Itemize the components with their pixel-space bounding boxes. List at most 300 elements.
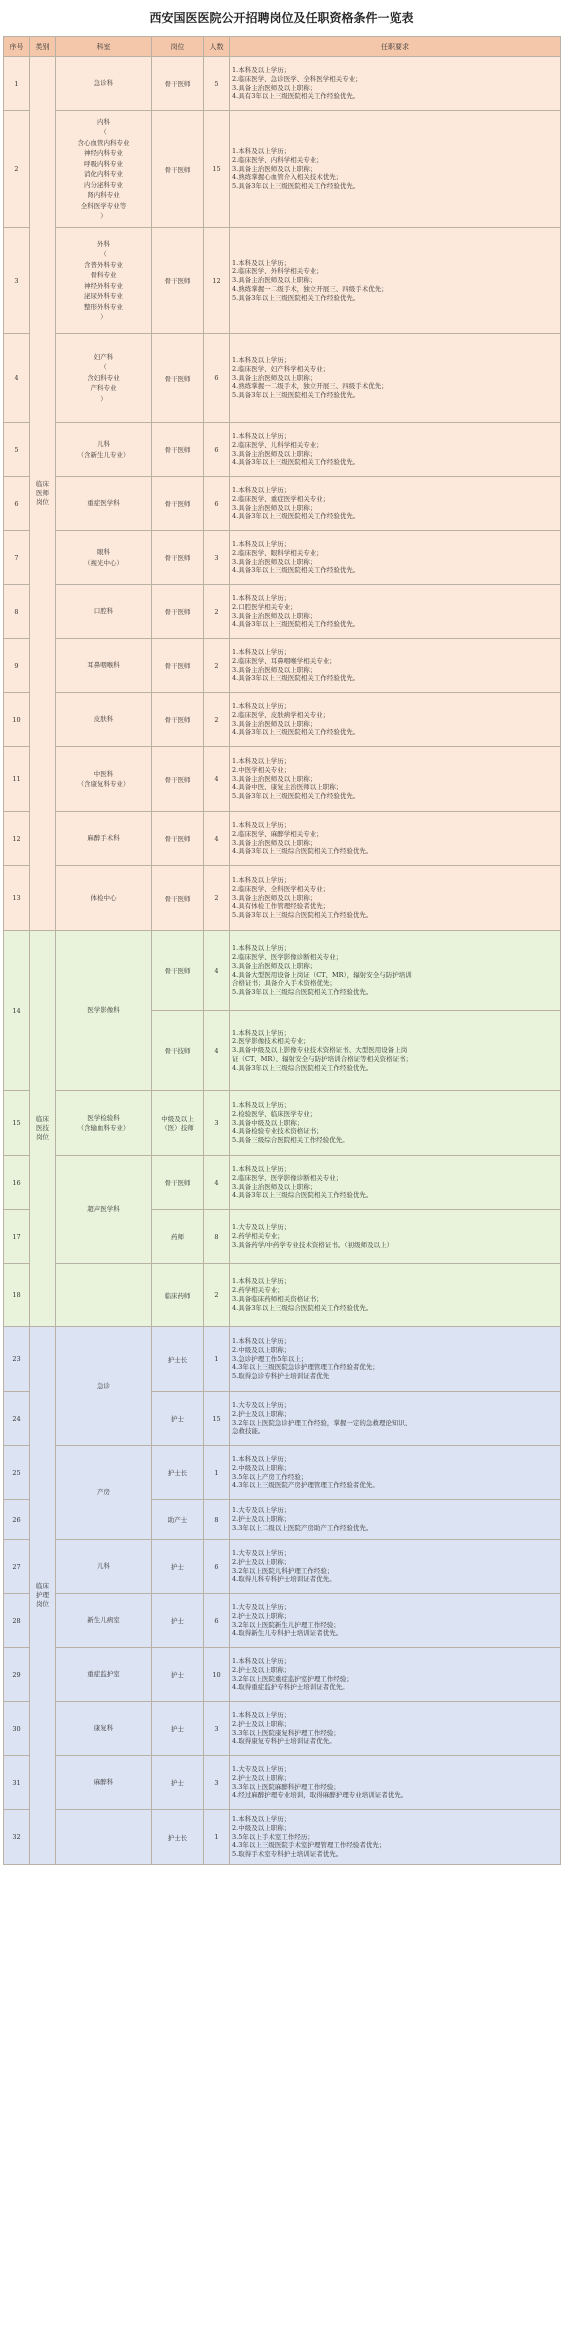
row-count: 6 <box>204 477 230 531</box>
department-line: 肾内科专业 <box>87 191 120 199</box>
row-seq: 25 <box>4 1446 30 1500</box>
row-position: 骨干医师 <box>152 1156 204 1210</box>
requirement-line: 5.具备3年以上三级医院相关工作经验优先。 <box>232 182 360 191</box>
row-seq: 17 <box>4 1210 30 1264</box>
row-position: 助产士 <box>152 1500 204 1540</box>
row-count: 1 <box>204 1327 230 1392</box>
row-count: 3 <box>204 1756 230 1810</box>
requirement-line: 4.3年以上三级医院产房护理管理工作经验者优先。 <box>232 1481 379 1490</box>
requirement-line: 4.具备大型医用设备上岗证（CT、MR），辐射安全与防护培训 <box>232 970 412 979</box>
row-seq: 1 <box>4 57 30 111</box>
department-line: （ <box>100 128 107 136</box>
row-requirements <box>230 1446 561 1500</box>
row-seq: 7 <box>4 531 30 585</box>
requirement-line: 1.本科及以上学历； <box>232 485 291 494</box>
department-line: 耳鼻咽喉科 <box>87 661 120 670</box>
requirement-line: 1.本科及以上学历； <box>232 147 291 155</box>
requirement-line: 4.具备检验专业技术资格证书； <box>232 1127 323 1136</box>
requirement-line: 合格证书；具备介入手术资格优先； <box>232 979 336 988</box>
requirement-line: 3.具备主治医师及以上职称； <box>232 838 317 847</box>
department-line: 体检中心 <box>90 893 117 902</box>
header-position: 岗位 <box>152 37 204 57</box>
requirement-line: 3.具备主治医师及以上职称； <box>232 449 317 458</box>
requirement-line: 3.2年以上医院新生儿护理工作经验； <box>232 1620 340 1629</box>
row-department <box>56 1264 152 1327</box>
requirement-line: 2.药学相关专业； <box>232 1286 284 1295</box>
row-count: 5 <box>204 57 230 111</box>
requirement-line: 5.具备3年以上三级综合医院相关工作经验优先。 <box>232 988 373 997</box>
row-seq: 13 <box>4 866 30 931</box>
department-line: 康复科 <box>93 1724 114 1733</box>
requirement-line: 3.2年以上医院儿科护理工作经验； <box>232 1566 334 1575</box>
requirement-line: 5.具备三级综合医院相关工作经验优先。 <box>232 1136 349 1145</box>
row-position: 护士 <box>152 1702 204 1756</box>
row-requirements <box>230 228 561 334</box>
row-position: 骨干医师 <box>152 812 204 866</box>
row-seq: 24 <box>4 1392 30 1446</box>
requirement-line: 3.3年以上二级以上医院产房助产工作经验优先。 <box>232 1523 373 1532</box>
requirement-line: 2.临床医学、麻醉学相关专业； <box>232 829 323 838</box>
row-seq: 2 <box>4 111 30 228</box>
row-position: 骨干医师 <box>152 585 204 639</box>
requirement-line: 2.临床医学、皮肤病学相关专业； <box>232 710 330 719</box>
row-department <box>56 931 152 1091</box>
department-line: 含心血管内科专业 <box>77 138 130 147</box>
requirement-line: 4.具备3年以上三级综合医院相关工作经验优先。 <box>232 1063 373 1072</box>
row-department <box>56 1446 152 1540</box>
requirement-line: 4.具备3年以上三级综合医院相关工作经验优先。 <box>232 1191 373 1200</box>
row-seq: 32 <box>4 1810 30 1865</box>
table-row <box>4 639 561 693</box>
requirement-line: 1.本科及以上学历； <box>232 1028 291 1037</box>
row-position: 骨干医师 <box>152 228 204 334</box>
requirement-line: 4.熟练掌握一二级手术，独立开展三、四级手术优先； <box>232 284 388 293</box>
requirement-line: 1.大专及以上学历； <box>232 1506 291 1515</box>
requirement-line: 3.具备主治医师及以上职称； <box>232 276 317 285</box>
department-line: 重症监护室 <box>87 1670 120 1679</box>
department-line: 急诊 <box>97 1381 110 1390</box>
row-seq: 27 <box>4 1540 30 1594</box>
requirement-line: 4.取得重症监护专科护士培训证者优先。 <box>232 1683 349 1692</box>
row-count: 3 <box>204 531 230 585</box>
row-category <box>30 1327 56 1865</box>
requirement-line: 1.大专及以上学历； <box>232 1400 291 1409</box>
row-position: 骨干医师 <box>152 931 204 1011</box>
requirement-line: 3.5年以上产房工作经验； <box>232 1472 308 1481</box>
requirement-line: 证（CT、MR）、辐射安全与防护培训合格证等相关资格证书； <box>232 1054 413 1063</box>
row-department <box>56 1756 152 1810</box>
requirement-line: 1.本科及以上学历； <box>232 1337 291 1345</box>
row-requirements <box>230 1756 561 1810</box>
requirement-line: 2.临床医学、外科学相关专业； <box>232 267 323 276</box>
requirement-line: 5.具备3年以上三级医院相关工作经验优先。 <box>232 391 360 400</box>
row-position: 护士长 <box>152 1810 204 1865</box>
row-position: 护士 <box>152 1540 204 1594</box>
row-department <box>56 57 152 111</box>
row-position: 骨干医师 <box>152 531 204 585</box>
requirement-line: 3.3年以上医院麻醉科护理工作经验； <box>232 1782 340 1791</box>
row-seq: 10 <box>4 693 30 747</box>
header-seq: 序号 <box>4 37 30 57</box>
row-seq: 3 <box>4 228 30 334</box>
requirement-line: 3.具备主治医师及以上职称； <box>232 83 317 92</box>
requirement-line: 2.临床医学、儿科学相关专业； <box>232 440 323 449</box>
requirement-line: 2.临床医学、医学影像诊断相关专业； <box>232 1173 343 1182</box>
requirement-line: 2.中级及以上职称； <box>232 1463 291 1472</box>
requirement-line: 2.护士及以上职称； <box>232 1719 291 1728</box>
row-category <box>30 931 56 1327</box>
requirement-line: 4.具备3年以上三级医院相关工作经验优先。 <box>232 458 360 467</box>
header-count: 人数 <box>204 37 230 57</box>
department-line: （ <box>100 250 107 258</box>
row-requirements <box>230 1810 561 1865</box>
requirement-line: 2.口腔医学相关专业； <box>232 602 297 611</box>
requirement-line: 3.具备主治医师及以上职称； <box>232 961 317 970</box>
requirement-line: 5.具备3年以上三级医院相关工作经验优先。 <box>232 792 360 801</box>
row-position: 骨干医师 <box>152 334 204 423</box>
requirement-line: 5.取得手术室专科护士培训证者优先。 <box>232 1850 343 1859</box>
row-count: 8 <box>204 1210 230 1264</box>
department-line: 整形外科专业 <box>84 302 123 311</box>
department-line: 全科医学专业等 <box>80 201 127 210</box>
requirement-line: 5.具备3年以上三级综合医院相关工作经验优先。 <box>232 911 373 920</box>
row-count: 4 <box>204 812 230 866</box>
row-count: 2 <box>204 639 230 693</box>
table-row <box>4 1327 561 1392</box>
requirement-line: 2.医学影像技术相关专业； <box>232 1037 310 1046</box>
row-count: 15 <box>204 111 230 228</box>
table-row <box>4 1810 561 1865</box>
requirement-line: 3.2年以上医院急诊护理工作经验，掌握一定的急救理论知识、 <box>232 1418 412 1427</box>
requirement-line: 1.本科及以上学历； <box>232 539 291 548</box>
requirement-line: 3.5年以上手术室工作经历； <box>232 1832 314 1841</box>
requirement-line: 1.本科及以上学历； <box>232 65 291 74</box>
department-line: 急诊科 <box>93 79 114 88</box>
row-requirements <box>230 1392 561 1446</box>
table-body <box>4 57 561 1865</box>
requirement-line: 2.临床医学、急诊医学、全科医学相关专业； <box>232 74 362 83</box>
department-line: 神经外科专业 <box>84 281 123 290</box>
row-department <box>56 1091 152 1156</box>
table-row <box>4 531 561 585</box>
row-requirements <box>230 639 561 693</box>
category-line: 岗位 <box>36 1133 49 1141</box>
row-count: 4 <box>204 747 230 812</box>
table-row <box>4 866 561 931</box>
requirement-line: 1.本科及以上学历； <box>232 757 291 765</box>
row-department <box>56 1702 152 1756</box>
row-position: 护士 <box>152 1594 204 1648</box>
requirement-line: 3.具备中级及以上影像专业技术资格证书、大型医用设备上岗 <box>232 1046 408 1055</box>
requirement-line: 4.具有3年以上三级医院相关工作经验优先。 <box>232 92 360 101</box>
department-line: （含康复科专业） <box>77 780 130 788</box>
row-count: 12 <box>204 228 230 334</box>
row-requirements <box>230 747 561 812</box>
department-line: 医学影像科 <box>87 1006 120 1015</box>
row-department <box>56 812 152 866</box>
department-line: （含输血科专业） <box>77 1124 130 1132</box>
table-row <box>4 585 561 639</box>
row-count: 1 <box>204 1810 230 1865</box>
requirement-line: 4.具备3年以上三级医院相关工作经验优先。 <box>232 566 360 575</box>
row-requirements <box>230 1594 561 1648</box>
row-department <box>56 747 152 812</box>
category-line: 医师 <box>36 489 49 497</box>
requirement-line: 2.临床医学、妇产科学相关专业； <box>232 364 330 373</box>
department-line: 眼科 <box>97 548 110 556</box>
category-line: 岗位 <box>36 1600 49 1608</box>
requirement-line: 2.检验医学、临床医学专业； <box>232 1109 317 1118</box>
row-requirements <box>230 812 561 866</box>
requirement-line: 1.本科及以上学历； <box>232 1710 291 1719</box>
requirement-line: 4.取得新生儿专科护士培训证者优先。 <box>232 1629 343 1638</box>
row-department <box>56 1156 152 1264</box>
requirement-line: 3.具备主治医师及以上职称； <box>232 164 317 173</box>
row-requirements <box>230 531 561 585</box>
table-row <box>4 334 561 423</box>
row-department <box>56 1327 152 1446</box>
requirement-line: 1.本科及以上学历； <box>232 944 291 953</box>
row-requirements <box>230 1540 561 1594</box>
requirement-line: 1.本科及以上学历； <box>232 876 291 884</box>
category-line: 临床 <box>36 1582 49 1590</box>
row-count: 8 <box>204 1500 230 1540</box>
row-position: 骨干医师 <box>152 639 204 693</box>
requirement-line: 1.本科及以上学历； <box>232 647 291 656</box>
department-line: 麻醉科 <box>93 1778 114 1787</box>
row-seq: 14 <box>4 931 30 1091</box>
department-line: 口腔科 <box>93 607 114 616</box>
table-row <box>4 1156 561 1210</box>
requirement-line: 1.本科及以上学历； <box>232 593 291 602</box>
row-seq: 30 <box>4 1702 30 1756</box>
row-department <box>56 1540 152 1594</box>
department-line: 外科 <box>97 239 110 248</box>
department-line: （ <box>100 363 107 372</box>
row-count: 1 <box>204 1446 230 1500</box>
department-line: 儿科 <box>97 440 110 448</box>
row-category <box>30 57 56 931</box>
row-department <box>56 1648 152 1702</box>
row-position: 中级及以上（医）技师 <box>152 1091 204 1156</box>
row-requirements <box>230 1264 561 1327</box>
row-position: 骨干医师 <box>152 57 204 111</box>
table-row <box>4 111 561 228</box>
row-seq: 12 <box>4 812 30 866</box>
table-row <box>4 477 561 531</box>
header-requirements: 任职要求 <box>230 37 561 57</box>
department-line: 中医科 <box>93 769 114 778</box>
requirement-line: 2.临床医学、内科学相关专业； <box>232 155 323 164</box>
requirement-line: 5.具备3年以上三级医院相关工作经验优先。 <box>232 293 360 302</box>
row-department <box>56 1594 152 1648</box>
table-row <box>4 1594 561 1648</box>
requirement-line: 4.经过麻醉护理专业培训，取得麻醉护理专业培训证者优先。 <box>232 1791 408 1800</box>
table-row <box>4 1702 561 1756</box>
requirement-line: 1.本科及以上学历； <box>232 1656 291 1665</box>
requirement-line: 1.本科及以上学历； <box>232 356 291 364</box>
requirement-line: 2.临床医学、全科医学相关专业； <box>232 884 330 893</box>
requirement-line: 3.具备主治医师及以上职称； <box>232 611 317 620</box>
category-line: 岗位 <box>36 498 49 506</box>
requirement-line: 4.具备3年以上三级综合医院相关工作经验优先。 <box>232 1303 373 1312</box>
row-requirements <box>230 423 561 477</box>
requirement-line: 1.本科及以上学历； <box>232 1164 291 1173</box>
requirement-line: 3.3年以上医院康复科护理工作经验； <box>232 1728 340 1737</box>
requirement-line: 2.中级及以上职称； <box>232 1345 291 1354</box>
row-department <box>56 1810 152 1865</box>
table-row <box>4 693 561 747</box>
row-count: 4 <box>204 931 230 1011</box>
department-line: 神经内科专业 <box>84 149 123 157</box>
row-count: 4 <box>204 1011 230 1091</box>
requirement-line: 3.具备主治医师及以上职称； <box>232 1182 317 1191</box>
department-line: 重症医学科 <box>87 499 120 508</box>
table-row <box>4 812 561 866</box>
requirement-line: 4.具备中医、康复主治医师以上职称； <box>232 783 343 792</box>
row-count: 6 <box>204 423 230 477</box>
row-requirements <box>230 931 561 1011</box>
requirement-line: 3.具备主治医师及以上职称； <box>232 893 317 902</box>
row-requirements <box>230 866 561 931</box>
department-line: 儿科 <box>97 1562 110 1571</box>
table-row <box>4 1264 561 1327</box>
row-seq: 11 <box>4 747 30 812</box>
department-line: 含普外科专业 <box>84 260 123 269</box>
row-seq: 5 <box>4 423 30 477</box>
header-category: 类别 <box>30 37 56 57</box>
row-requirements <box>230 1327 561 1392</box>
requirement-line: 3.具备临床药师相关资格证书； <box>232 1295 323 1303</box>
row-department <box>56 477 152 531</box>
requirement-line: 3.具备主治医师及以上职称； <box>232 719 317 728</box>
department-line: 呼吸内科专业 <box>84 159 123 168</box>
row-requirements <box>230 585 561 639</box>
row-position: 药师 <box>152 1210 204 1264</box>
department-line: 内分泌科专业 <box>84 180 123 189</box>
row-department <box>56 693 152 747</box>
table-row <box>4 423 561 477</box>
table-row <box>4 747 561 812</box>
table-row <box>4 1091 561 1156</box>
row-seq: 8 <box>4 585 30 639</box>
row-position: 骨干医师 <box>152 111 204 228</box>
requirement-line: 3.具备药学/中药学专业技术资格证书。（初级师及以上） <box>232 1240 394 1249</box>
requirement-line: 2.临床医学、重症医学相关专业； <box>232 494 330 503</box>
requirement-line: 1.大专及以上学历； <box>232 1602 291 1611</box>
row-seq: 26 <box>4 1500 30 1540</box>
row-position: 护士 <box>152 1392 204 1446</box>
row-requirements <box>230 334 561 423</box>
requirement-line: 1.本科及以上学历； <box>232 820 291 829</box>
row-seq: 6 <box>4 477 30 531</box>
requirement-line: 1.本科及以上学历； <box>232 1454 291 1463</box>
department-line: 麻醉手术科 <box>87 834 120 843</box>
department-line: 皮肤科 <box>93 715 114 724</box>
requirement-line: 4.取得康复专科护士培训证者优先。 <box>232 1737 336 1746</box>
row-department <box>56 423 152 477</box>
row-count: 6 <box>204 1594 230 1648</box>
row-requirements <box>230 1648 561 1702</box>
requirement-line: 3.具备主治医师及以上职称； <box>232 557 317 566</box>
row-position: 护士长 <box>152 1327 204 1392</box>
requirement-line: 4.熟练掌握一二级手术，独立开展三、四级手术优先； <box>232 382 388 391</box>
requirement-line: 2.中级及以上职称； <box>232 1823 291 1832</box>
category-line: 临床 <box>36 1115 49 1123</box>
requirement-line: 3.具备主治医师及以上职称； <box>232 774 317 783</box>
row-seq: 28 <box>4 1594 30 1648</box>
row-count: 2 <box>204 585 230 639</box>
department-line: 含妇科专业 <box>87 373 120 382</box>
department-line: 骨科专业 <box>90 271 117 279</box>
requirement-line: 2.护士及以上职称； <box>232 1611 291 1620</box>
table-row <box>4 228 561 334</box>
row-count: 4 <box>204 1156 230 1210</box>
requirement-line: 4.具有体检工作管理经验者优先； <box>232 902 330 911</box>
requirement-line: 2.中医学相关专业； <box>232 765 291 774</box>
department-line: 医学检验科 <box>87 1113 120 1122</box>
row-count: 15 <box>204 1392 230 1446</box>
requirement-line: 4.3年以上三级医院手术室护理管理工作经验者优先； <box>232 1841 386 1850</box>
requirement-line: 4.熟练掌握心血管介入相关技术优先； <box>232 173 343 182</box>
department-line: （视光中心） <box>84 558 123 567</box>
row-position: 护士 <box>152 1648 204 1702</box>
row-department <box>56 639 152 693</box>
requirement-line: 1.本科及以上学历； <box>232 1277 291 1286</box>
row-position: 骨干医师 <box>152 866 204 931</box>
row-department <box>56 531 152 585</box>
requirement-line: 2.临床医学、耳鼻咽喉学相关专业； <box>232 656 336 665</box>
row-count: 3 <box>204 1091 230 1156</box>
department-line: 泌尿外科专业 <box>84 292 123 300</box>
row-position: 骨干医师 <box>152 747 204 812</box>
requirement-line: 5.取得急诊专科护士培训证者优先 <box>232 1372 330 1381</box>
row-requirements <box>230 1500 561 1540</box>
requirement-line: 4.具备3年以上三级综合医院相关工作经验优先。 <box>232 847 373 856</box>
row-requirements <box>230 57 561 111</box>
row-count: 2 <box>204 1264 230 1327</box>
department-line: 超声医学科 <box>87 1205 120 1214</box>
row-position: 骨干医师 <box>152 423 204 477</box>
row-count: 2 <box>204 693 230 747</box>
table-row <box>4 1756 561 1810</box>
row-seq: 31 <box>4 1756 30 1810</box>
requirement-line: 3.具备主治医师及以上职称； <box>232 503 317 512</box>
requirement-line: 4.具备3年以上三级医院相关工作经验优先。 <box>232 620 360 629</box>
requirement-line: 2.护士及以上职称； <box>232 1409 291 1418</box>
row-seq: 29 <box>4 1648 30 1702</box>
requirement-line: 1.本科及以上学历； <box>232 258 291 267</box>
requirement-line: 4.3年以上三级医院急诊护理管理工作经验者优先； <box>232 1363 379 1372</box>
page-title: 西安国医医院公开招聘岗位及任职资格条件一览表 <box>149 11 414 25</box>
table-row <box>4 1648 561 1702</box>
requirement-line: 4.具备3年以上三级医院相关工作经验优先。 <box>232 512 360 521</box>
table-row <box>4 57 561 111</box>
category-line: 临床 <box>36 480 49 488</box>
requirement-line: 3.具备中级及以上职称； <box>232 1118 304 1127</box>
department-line: （含新生儿专业） <box>77 450 130 459</box>
requirement-line: 1.大专及以上学历； <box>232 1223 291 1232</box>
row-seq: 16 <box>4 1156 30 1210</box>
requirement-line: 3.具备主治医师及以上职称； <box>232 373 317 382</box>
row-seq: 9 <box>4 639 30 693</box>
row-count: 10 <box>204 1648 230 1702</box>
category-line: 护理 <box>36 1591 49 1599</box>
table-row <box>4 1446 561 1500</box>
row-requirements <box>230 1702 561 1756</box>
row-requirements <box>230 1210 561 1264</box>
department-line: ） <box>100 212 107 220</box>
